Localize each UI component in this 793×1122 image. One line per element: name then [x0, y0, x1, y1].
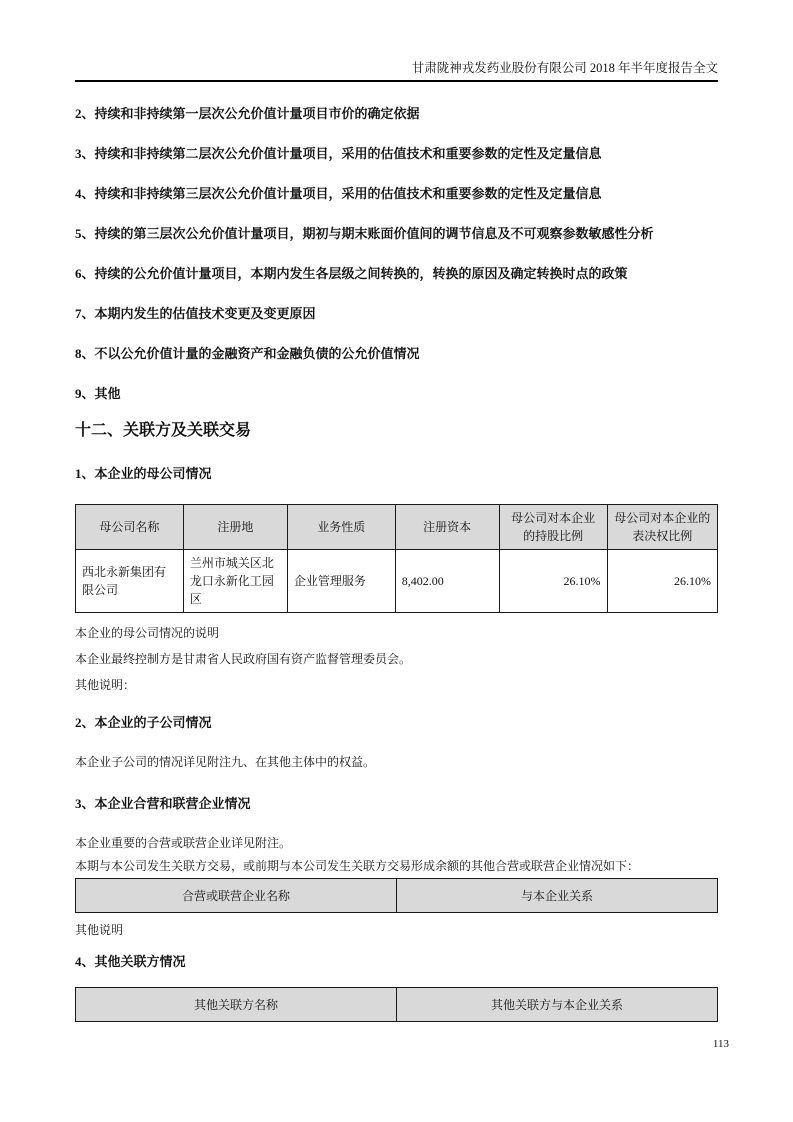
subsection-heading-parent-company: 1、本企业的母公司情况 — [75, 466, 212, 481]
table-header-row — [76, 879, 718, 913]
note-parent-company-caption: 本企业的母公司情况的说明 — [75, 626, 220, 640]
subsection-heading-subsidiaries: 2、本企业的子公司情况 — [75, 715, 212, 730]
header-cell-shareholding-ratio: 母公司对本企业的持股比例 — [499, 505, 607, 550]
header-cell-jv-relationship: 与本企业关系 — [397, 879, 718, 913]
header-cell-jv-name: 合营或联营企业名称 — [76, 879, 397, 913]
header-cell-related-party-name: 其他关联方名称 — [76, 988, 397, 1022]
fair-value-item-7: 7、本期内发生的估值技术变更及变更原因 — [75, 306, 316, 321]
joint-ventures-table — [75, 878, 718, 913]
note-ultimate-controller: 本企业最终控制方是甘肃省人民政府国有资产监督管理委员会。 — [75, 652, 412, 666]
subsection-heading-joint-ventures: 3、本企业合营和联营企业情况 — [75, 796, 251, 811]
report-header: 甘肃陇神戎发药业股份有限公司 2018 年半年度报告全文 — [75, 60, 718, 82]
other-related-parties-table — [75, 987, 718, 1022]
cell-registered-capital: 8,402.00 — [395, 550, 499, 613]
header-cell-parent-name: 母公司名称 — [76, 505, 184, 550]
fair-value-item-5: 5、持续的第三层次公允价值计量项目，期初与期末账面价值间的调节信息及不可观察参数敏感性分析 — [75, 226, 654, 241]
fair-value-item-4: 4、持续和非持续第三层次公允价值计量项目，采用的估值技术和重要参数的定性及定量信息 — [75, 186, 602, 201]
page-number: 113 — [712, 1038, 729, 1050]
header-cell-voting-ratio: 母公司对本企业的表决权比例 — [607, 505, 717, 550]
table-row — [76, 550, 718, 613]
parent-company-table — [75, 504, 718, 613]
fair-value-item-8: 8、不以公允价值计量的金融资产和金融负债的公允价值情况 — [75, 346, 420, 361]
fair-value-item-3: 3、持续和非持续第二层次公允价值计量项目，采用的估值技术和重要参数的定性及定量信息 — [75, 146, 602, 161]
fair-value-item-2: 2、持续和非持续第一层次公允价值计量项目市价的确定依据 — [75, 106, 420, 121]
cell-registered-place: 兰州市城关区北龙口永新化工园区 — [183, 550, 287, 613]
joint-ventures-transactions-text: 本期与本公司发生关联方交易，或前期与本公司发生关联方交易形成余额的其他合营或联营企业情况如下： — [75, 859, 640, 873]
header-cell-related-party-relationship: 其他关联方与本企业关系 — [397, 988, 718, 1022]
subsection-heading-other-related-parties: 4、其他关联方情况 — [75, 954, 186, 969]
header-cell-registered-capital: 注册资本 — [395, 505, 499, 550]
note-other-remarks: 其他说明： — [75, 678, 136, 692]
cell-business-nature: 企业管理服务 — [287, 550, 395, 613]
fair-value-item-6: 6、持续的公允价值计量项目，本期内发生各层级之间转换的，转换的原因及确定转换时点的政策 — [75, 266, 628, 281]
table-header-row — [76, 988, 718, 1022]
table-header-row — [76, 505, 718, 550]
cell-voting-ratio: 26.10% — [607, 550, 717, 613]
fair-value-item-9: 9、其他 — [75, 386, 121, 401]
header-cell-business-nature: 业务性质 — [287, 505, 395, 550]
joint-ventures-reference-text: 本企业重要的合营或联营企业详见附注。 — [75, 836, 292, 850]
subsidiaries-reference-text: 本企业子公司的情况详见附注九、在其他主体中的权益。 — [75, 755, 376, 769]
section-heading-related-parties: 十二、关联方及关联交易 — [75, 422, 252, 439]
cell-parent-name: 西北永新集团有限公司 — [76, 550, 184, 613]
joint-ventures-other-remarks: 其他说明 — [75, 923, 124, 937]
header-cell-registered-place: 注册地 — [183, 505, 287, 550]
cell-shareholding-ratio: 26.10% — [499, 550, 607, 613]
